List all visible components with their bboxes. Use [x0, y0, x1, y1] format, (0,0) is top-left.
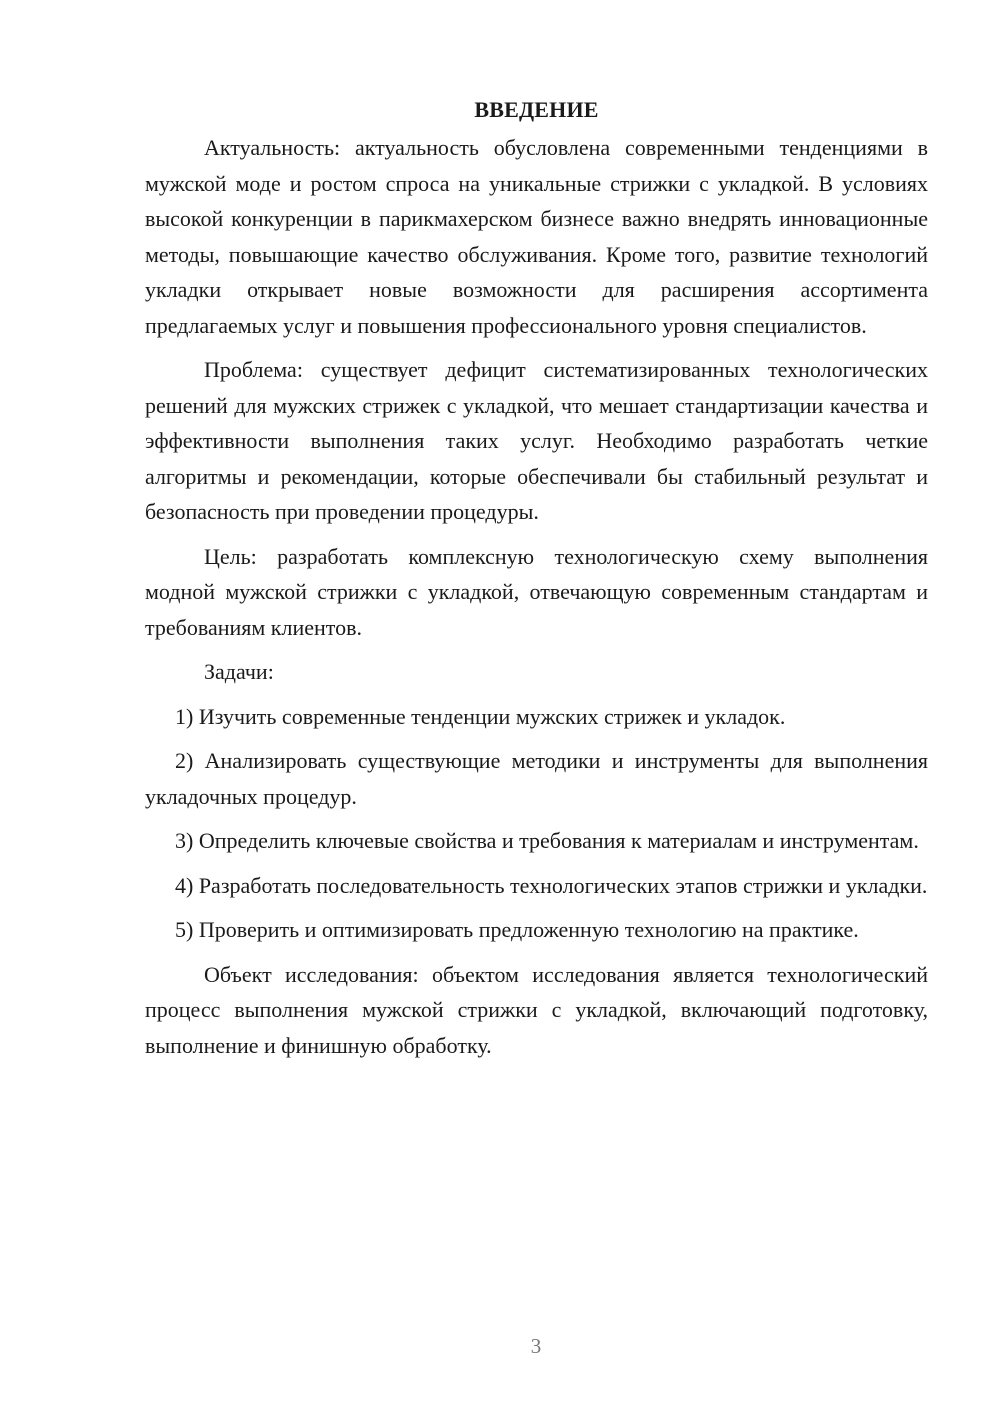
task-item: 3) Определить ключевые свойства и требования к материалам и инструментам.	[175, 828, 919, 853]
task-item: 1) Изучить современные тенденции мужских стрижек и укладок.	[175, 703, 786, 729]
object-paragraph: Объект исследования: объектом исследования является технологический процесс выполнения мужской стрижки с укладкой, включающий подготовку, выполнение и финишную обработку.	[145, 961, 928, 1058]
task-item: 2) Анализировать существующие методики и инструменты для выполнения укладочных процедур.	[145, 748, 928, 809]
section-title: ВВЕДЕНИЕ	[474, 97, 599, 122]
tasks-heading: Задачи:	[204, 659, 274, 684]
document-page	[145, 92, 928, 1072]
relevance-paragraph: Актуальность: актуальность обусловлена современными тенденциями в мужской моде и ростом спроса на уникальные стрижки с укладкой. В условиях высокой конкуренции в парикмахерском бизнесе важно внедрять инновационные методы, повышающие качество обслуживания. Кроме того, развитие технологий укладки открывает новые возможности для расширения ассортимента предлагаемых услуг и повышения профессионального уровня специалистов.	[145, 135, 928, 338]
page-number: 3	[530, 1334, 542, 1358]
goal-paragraph: Цель: разработать комплексную технологическую схему выполнения модной мужской стрижки с укладкой, отвечающую современным стандартам и требованиям клиентов.	[145, 543, 928, 640]
problem-paragraph: Проблема: существует дефицит систематизированных технологических решений для мужских стрижек с укладкой, что мешает стандартизации качества и эффективности выполнения таких услуг. Необходимо разработать четкие алгоритмы и рекомендации, которые обеспечивали бы стабильный результат и безопасность при проведении процедуры.	[145, 357, 928, 524]
task-item: 5) Проверить и оптимизировать предложенную технологию на практике.	[175, 917, 859, 942]
task-item: 4) Разработать последовательность технологических этапов стрижки и укладки.	[175, 872, 928, 898]
